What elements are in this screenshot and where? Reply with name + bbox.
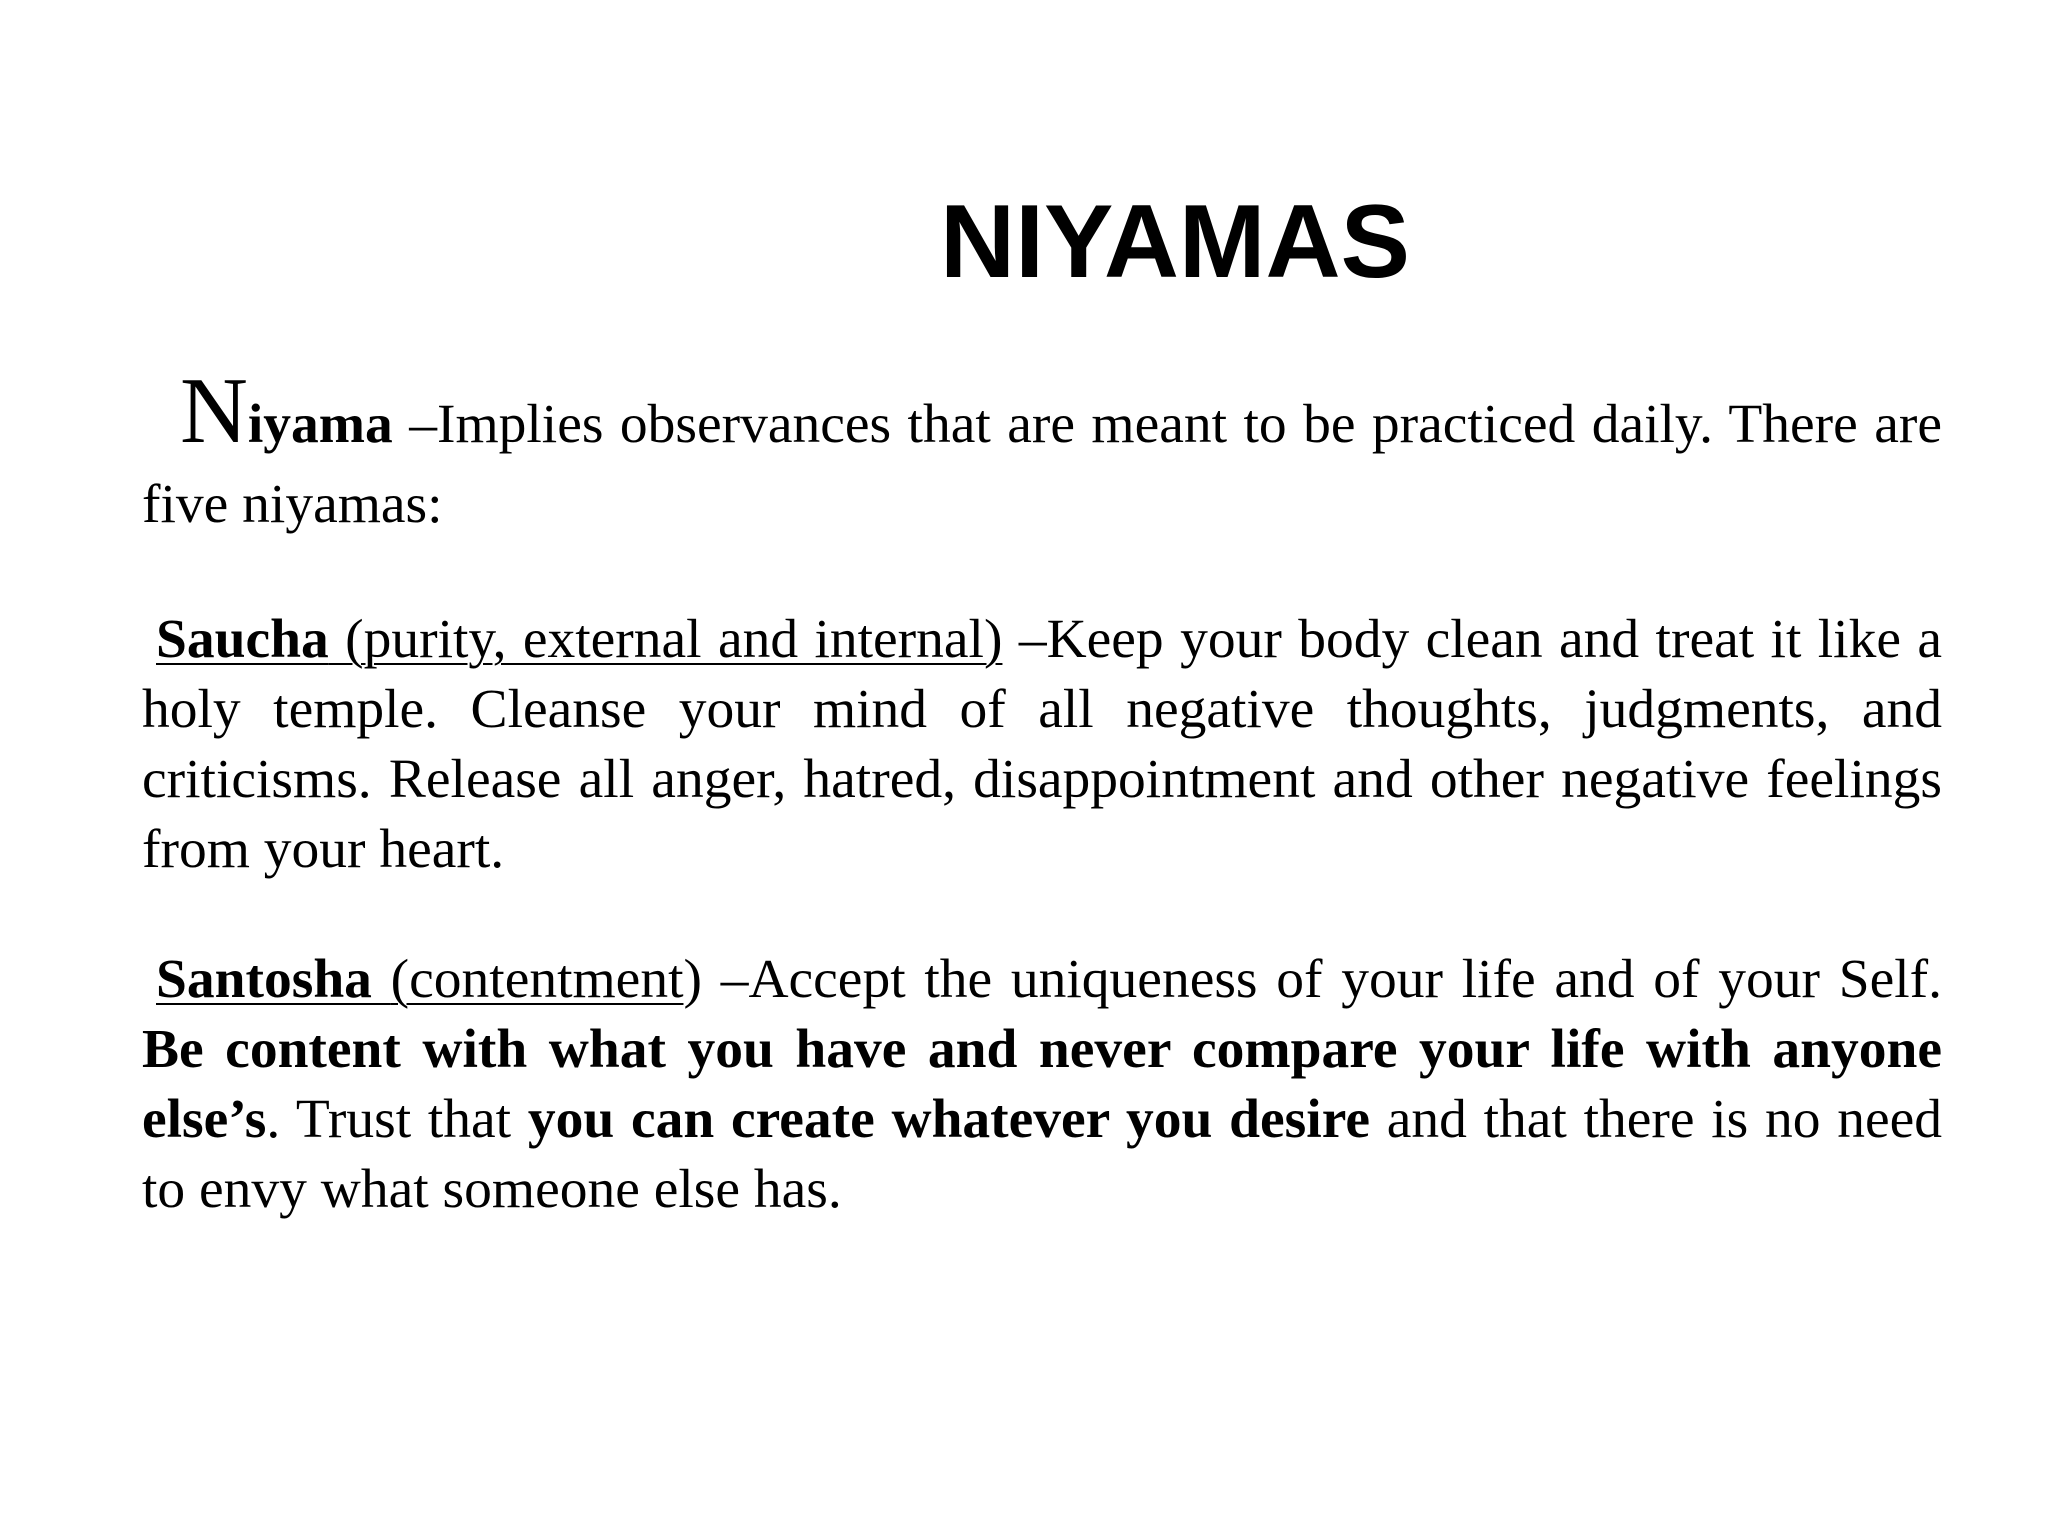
intro-dropcap: N [180,359,248,463]
santosha-text-1: –Accept the uniqueness of your life and of your Self. [701,949,1942,1010]
santosha-text-3: and that there is no need to envy what someone else has. [142,1089,1943,1220]
saucha-text: –Keep your body clean and treat it like a holy temple. Cleanse your mind of all negative thoughts, judgments, and criticisms. Release all anger, hatred, disappointment and other negative feelings from your heart. [142,609,1942,880]
santosha-bold-2: you can create whatever you desire [527,1089,1370,1150]
saucha-heading [156,609,1002,670]
santosha-gloss-close: ) [683,949,702,1010]
santosha-text-2: . Trust that [266,1089,528,1150]
santosha-term: Santosha [156,949,391,1010]
santosha-gloss: (contentment [390,949,684,1010]
intro-paragraph [142,359,1942,545]
slide-body [142,359,1943,1225]
intro-text: –Implies observances that are meant to be practiced daily. There are five niyamas: [142,394,1942,535]
santosha-heading [156,949,683,1010]
santosha-paragraph [142,945,1942,1225]
santosha-bold-1: Be content with what you have and never compare your life with anyone else’s [142,1019,1942,1150]
saucha-paragraph [142,605,1942,885]
intro-term: iyama [247,394,393,455]
saucha-term: Saucha [156,609,329,670]
saucha-gloss: (purity, external and internal) [328,609,1003,670]
slide-title: NIYAMAS [940,184,1411,300]
